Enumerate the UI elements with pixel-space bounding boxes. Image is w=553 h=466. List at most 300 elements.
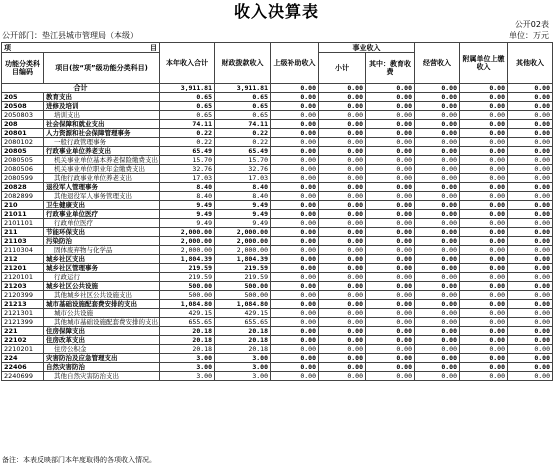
row-value: 0.00 <box>460 273 508 282</box>
row-value: 0.00 <box>319 354 366 363</box>
row-value: 219.59 <box>160 264 215 273</box>
row-value: 17.03 <box>215 174 271 183</box>
row-value: 0.00 <box>366 228 415 237</box>
row-value: 2,000.00 <box>160 246 215 255</box>
row-value: 0.00 <box>366 318 415 327</box>
row-code: 211 <box>2 228 44 237</box>
row-value: 0.00 <box>366 93 415 102</box>
row-name: 一般行政管理事务 <box>44 138 160 147</box>
row-value: 0.00 <box>415 165 460 174</box>
row-value: 0.00 <box>366 255 415 264</box>
table-row <box>2 309 553 318</box>
table-row <box>2 183 553 192</box>
row-value: 0.00 <box>319 246 366 255</box>
row-code: 2121301 <box>2 309 44 318</box>
row-value: 0.00 <box>460 336 508 345</box>
row-value: 9.49 <box>215 201 271 210</box>
row-value: 0.00 <box>508 246 553 255</box>
row-value: 0.00 <box>366 120 415 129</box>
row-code: 210 <box>2 201 44 210</box>
row-value: 0.00 <box>366 111 415 120</box>
row-value: 0.00 <box>508 210 553 219</box>
row-value: 0.00 <box>271 318 319 327</box>
row-value: 0.00 <box>319 210 366 219</box>
total-cell: 3,911.81 <box>160 84 215 93</box>
row-value: 0.00 <box>460 129 508 138</box>
row-code: 2101101 <box>2 219 44 228</box>
row-value: 0.00 <box>508 255 553 264</box>
row-value: 0.00 <box>460 93 508 102</box>
row-value: 0.00 <box>319 264 366 273</box>
row-value: 0.65 <box>215 111 271 120</box>
table-row <box>2 273 553 282</box>
row-value: 0.00 <box>460 120 508 129</box>
row-code: 22406 <box>2 363 44 372</box>
table-row <box>2 93 553 102</box>
row-code: 224 <box>2 354 44 363</box>
row-name: 行政单位医疗 <box>44 219 160 228</box>
row-value: 8.40 <box>215 192 271 201</box>
subtotal-header: 小计 <box>319 53 366 84</box>
row-value: 0.00 <box>415 120 460 129</box>
row-name: 固体废弃物与化学品 <box>44 246 160 255</box>
row-value: 0.00 <box>508 165 553 174</box>
table-row <box>2 246 553 255</box>
row-value: 0.00 <box>271 327 319 336</box>
row-value: 0.00 <box>460 291 508 300</box>
row-code: 2120101 <box>2 273 44 282</box>
row-code: 2080505 <box>2 156 44 165</box>
fiscal-header: 财政拨款收入 <box>215 43 271 84</box>
row-code: 2080506 <box>2 165 44 174</box>
row-value: 0.00 <box>366 165 415 174</box>
row-code: 21011 <box>2 210 44 219</box>
row-value: 0.00 <box>271 147 319 156</box>
row-value: 9.49 <box>160 210 215 219</box>
row-value: 0.00 <box>271 201 319 210</box>
row-value: 20.18 <box>215 345 271 354</box>
row-value: 0.00 <box>415 300 460 309</box>
item-header <box>2 43 160 53</box>
row-value: 0.00 <box>319 372 366 381</box>
row-value: 9.49 <box>160 201 215 210</box>
row-value: 0.00 <box>271 165 319 174</box>
row-value: 0.00 <box>508 93 553 102</box>
row-value: 0.00 <box>460 318 508 327</box>
table-row <box>2 174 553 183</box>
row-value: 0.00 <box>460 327 508 336</box>
row-value: 1,084.80 <box>215 300 271 309</box>
row-value: 0.00 <box>460 309 508 318</box>
row-value: 0.00 <box>319 336 366 345</box>
row-value: 0.00 <box>508 111 553 120</box>
row-value: 0.00 <box>366 327 415 336</box>
row-name: 其他行政事业单位养老支出 <box>44 174 160 183</box>
row-value: 0.00 <box>271 111 319 120</box>
row-value: 0.00 <box>366 291 415 300</box>
row-value: 0.00 <box>271 345 319 354</box>
row-name: 机关事业单位基本养老保险缴费支出 <box>44 156 160 165</box>
row-value: 0.00 <box>366 345 415 354</box>
table-row <box>2 129 553 138</box>
row-value: 9.49 <box>215 210 271 219</box>
row-value: 0.65 <box>160 102 215 111</box>
row-value: 0.00 <box>319 327 366 336</box>
row-value: 1,804.39 <box>160 255 215 264</box>
row-value: 0.00 <box>366 174 415 183</box>
total-label: 合计 <box>2 84 160 93</box>
affiliated-header: 附属单位上缴收入 <box>460 43 508 84</box>
row-value: 1,804.39 <box>215 255 271 264</box>
row-code: 22102 <box>2 336 44 345</box>
row-value: 0.00 <box>460 219 508 228</box>
table-row <box>2 318 553 327</box>
row-value: 0.00 <box>460 237 508 246</box>
row-value: 65.49 <box>160 147 215 156</box>
row-value: 0.00 <box>366 102 415 111</box>
row-name: 教育支出 <box>44 93 160 102</box>
row-code: 2082899 <box>2 192 44 201</box>
row-value: 32.76 <box>215 165 271 174</box>
row-value: 8.40 <box>160 192 215 201</box>
item-header-right: 目 <box>150 43 157 52</box>
row-value: 0.00 <box>271 237 319 246</box>
row-name: 城乡社区管理事务 <box>44 264 160 273</box>
annual-total-header: 本年收入合计 <box>160 43 215 84</box>
table-row <box>2 219 553 228</box>
table-header <box>2 43 553 84</box>
item-header-left: 项 <box>4 43 11 52</box>
name-header: 项目(按“项”级功能分类科目) <box>44 53 160 84</box>
row-code: 20508 <box>2 102 44 111</box>
row-code: 21103 <box>2 237 44 246</box>
row-value: 0.00 <box>366 219 415 228</box>
row-value: 0.00 <box>415 327 460 336</box>
row-code: 20828 <box>2 183 44 192</box>
row-value: 0.00 <box>508 228 553 237</box>
row-code: 2120399 <box>2 291 44 300</box>
row-value: 0.00 <box>508 363 553 372</box>
row-value: 0.00 <box>508 327 553 336</box>
row-value: 0.00 <box>366 273 415 282</box>
table-row <box>2 147 553 156</box>
row-name: 城市基础设施配套费安排的支出 <box>44 300 160 309</box>
row-value: 0.00 <box>271 246 319 255</box>
unit-label: 单位：万元 <box>509 31 549 40</box>
row-name: 城乡社区公共设施 <box>44 282 160 291</box>
row-name: 城乡社区支出 <box>44 255 160 264</box>
row-value: 0.00 <box>415 318 460 327</box>
row-value: 0.00 <box>415 336 460 345</box>
row-name: 污染防治 <box>44 237 160 246</box>
row-name: 其他城乡社区公共设施支出 <box>44 291 160 300</box>
total-cell: 0.00 <box>460 84 508 93</box>
row-value: 9.49 <box>215 219 271 228</box>
row-value: 0.00 <box>271 255 319 264</box>
row-value: 0.00 <box>415 237 460 246</box>
row-value: 0.00 <box>271 102 319 111</box>
row-value: 0.00 <box>415 138 460 147</box>
row-value: 0.00 <box>508 183 553 192</box>
row-value: 0.22 <box>160 129 215 138</box>
row-value: 0.00 <box>366 183 415 192</box>
row-value: 15.70 <box>160 156 215 165</box>
total-cell: 0.00 <box>319 84 366 93</box>
total-cell: 0.00 <box>271 84 319 93</box>
row-value: 0.00 <box>366 246 415 255</box>
row-value: 74.11 <box>215 120 271 129</box>
row-value: 3.00 <box>160 354 215 363</box>
row-value: 0.00 <box>366 363 415 372</box>
row-value: 0.00 <box>415 129 460 138</box>
row-value: 0.00 <box>415 156 460 165</box>
row-name: 节能环保支出 <box>44 228 160 237</box>
row-value: 0.00 <box>271 192 319 201</box>
row-value: 20.18 <box>160 327 215 336</box>
form-number: 公开02表 <box>514 20 549 29</box>
row-value: 0.00 <box>460 138 508 147</box>
row-value: 0.00 <box>460 174 508 183</box>
row-value: 0.22 <box>215 138 271 147</box>
row-name: 社会保障和就业支出 <box>44 120 160 129</box>
table-row <box>2 372 553 381</box>
row-name: 培训支出 <box>44 111 160 120</box>
row-code: 2080102 <box>2 138 44 147</box>
total-cell: 0.00 <box>508 84 553 93</box>
table-row <box>2 237 553 246</box>
row-value: 0.00 <box>319 165 366 174</box>
row-value: 0.00 <box>319 309 366 318</box>
row-value: 429.15 <box>215 309 271 318</box>
row-name: 自然灾害防治 <box>44 363 160 372</box>
table-row <box>2 345 553 354</box>
row-value: 0.00 <box>319 219 366 228</box>
row-name: 行政事业单位医疗 <box>44 210 160 219</box>
row-value: 0.00 <box>508 309 553 318</box>
row-value: 0.00 <box>508 192 553 201</box>
row-value: 0.00 <box>271 282 319 291</box>
row-value: 20.18 <box>160 336 215 345</box>
row-name: 城市公共设施 <box>44 309 160 318</box>
row-code: 2110304 <box>2 246 44 255</box>
row-value: 0.00 <box>319 192 366 201</box>
superior-sub-header: 上级补助收入 <box>271 43 319 84</box>
row-value: 0.00 <box>415 147 460 156</box>
row-value: 17.03 <box>160 174 215 183</box>
table-row <box>2 120 553 129</box>
row-value: 2,000.00 <box>160 228 215 237</box>
table-row <box>2 165 553 174</box>
total-cell: 0.00 <box>415 84 460 93</box>
row-value: 0.00 <box>508 129 553 138</box>
table-row <box>2 255 553 264</box>
row-value: 3.00 <box>215 372 271 381</box>
row-value: 0.22 <box>215 129 271 138</box>
table-row <box>2 102 553 111</box>
row-value: 0.00 <box>415 372 460 381</box>
row-value: 655.65 <box>160 318 215 327</box>
row-value: 0.00 <box>415 210 460 219</box>
row-value: 0.00 <box>319 120 366 129</box>
row-value: 0.00 <box>415 282 460 291</box>
row-value: 0.65 <box>160 111 215 120</box>
row-value: 0.00 <box>460 255 508 264</box>
row-value: 0.00 <box>460 156 508 165</box>
row-name: 卫生健康支出 <box>44 201 160 210</box>
row-value: 0.00 <box>460 147 508 156</box>
row-value: 0.00 <box>366 156 415 165</box>
table-row <box>2 201 553 210</box>
row-value: 0.00 <box>366 192 415 201</box>
row-code: 2240699 <box>2 372 44 381</box>
row-value: 0.00 <box>415 183 460 192</box>
row-value: 0.00 <box>366 129 415 138</box>
row-value: 2,000.00 <box>215 237 271 246</box>
row-value: 219.59 <box>215 273 271 282</box>
row-value: 0.00 <box>271 129 319 138</box>
header-info <box>2 31 551 41</box>
footnote: 备注：本表反映部门本年度取得的各项收入情况。 <box>2 456 156 464</box>
row-value: 0.00 <box>415 246 460 255</box>
row-value: 0.00 <box>366 264 415 273</box>
row-value: 0.00 <box>508 273 553 282</box>
row-value: 0.00 <box>366 210 415 219</box>
total-row <box>2 84 553 93</box>
row-value: 3.00 <box>215 363 271 372</box>
row-value: 3.00 <box>215 354 271 363</box>
row-name: 其他城市基础设施配套费安排的支出 <box>44 318 160 327</box>
row-value: 500.00 <box>160 291 215 300</box>
row-value: 655.65 <box>215 318 271 327</box>
row-value: 0.00 <box>508 120 553 129</box>
row-value: 0.00 <box>271 300 319 309</box>
row-value: 500.00 <box>215 282 271 291</box>
row-value: 0.00 <box>508 354 553 363</box>
row-code: 212 <box>2 255 44 264</box>
row-value: 0.00 <box>271 363 319 372</box>
row-value: 0.00 <box>460 372 508 381</box>
row-name: 其他退役军人事务管理支出 <box>44 192 160 201</box>
row-value: 3.00 <box>160 363 215 372</box>
other-header: 其他收入 <box>508 43 553 84</box>
row-value: 0.00 <box>319 156 366 165</box>
row-value: 0.00 <box>366 282 415 291</box>
department-label: 公开部门：垫江县城市管理局（本级） <box>2 31 138 40</box>
row-name: 灾害防治及应急管理支出 <box>44 354 160 363</box>
row-value: 0.00 <box>319 138 366 147</box>
row-value: 0.00 <box>319 183 366 192</box>
table-row <box>2 300 553 309</box>
row-value: 219.59 <box>160 273 215 282</box>
row-value: 0.00 <box>271 219 319 228</box>
row-code: 20801 <box>2 129 44 138</box>
row-value: 0.00 <box>460 183 508 192</box>
row-code: 2121399 <box>2 318 44 327</box>
row-value: 0.00 <box>319 300 366 309</box>
table-row <box>2 192 553 201</box>
row-value: 0.00 <box>271 93 319 102</box>
row-value: 2,000.00 <box>160 237 215 246</box>
row-value: 0.00 <box>415 273 460 282</box>
row-value: 0.00 <box>415 363 460 372</box>
row-value: 0.00 <box>366 300 415 309</box>
row-value: 0.00 <box>319 255 366 264</box>
row-value: 0.00 <box>508 291 553 300</box>
table-row <box>2 210 553 219</box>
row-value: 0.00 <box>508 174 553 183</box>
row-value: 0.00 <box>460 228 508 237</box>
row-value: 0.00 <box>319 237 366 246</box>
row-value: 0.00 <box>415 111 460 120</box>
row-value: 2,000.00 <box>215 246 271 255</box>
row-value: 0.00 <box>271 210 319 219</box>
table-row <box>2 111 553 120</box>
row-value: 20.18 <box>215 336 271 345</box>
row-value: 0.00 <box>460 165 508 174</box>
table-row <box>2 282 553 291</box>
row-value: 0.00 <box>366 354 415 363</box>
row-value: 9.49 <box>160 219 215 228</box>
row-value: 0.00 <box>319 129 366 138</box>
row-value: 20.18 <box>160 345 215 354</box>
row-value: 0.00 <box>415 255 460 264</box>
row-value: 0.00 <box>460 264 508 273</box>
row-value: 0.00 <box>508 201 553 210</box>
row-value: 500.00 <box>215 291 271 300</box>
row-value: 0.00 <box>271 120 319 129</box>
code-header: 功能分类科目编码 <box>2 53 44 84</box>
row-value: 32.76 <box>160 165 215 174</box>
row-value: 0.00 <box>508 138 553 147</box>
row-value: 0.00 <box>319 345 366 354</box>
row-value: 0.00 <box>460 282 508 291</box>
row-value: 0.00 <box>271 336 319 345</box>
row-code: 21213 <box>2 300 44 309</box>
row-value: 0.22 <box>160 138 215 147</box>
total-cell: 0.00 <box>366 84 415 93</box>
row-value: 0.00 <box>415 264 460 273</box>
row-value: 0.00 <box>415 102 460 111</box>
income-table <box>1 42 553 381</box>
row-value: 0.00 <box>366 372 415 381</box>
row-value: 0.00 <box>415 201 460 210</box>
row-value: 0.00 <box>460 246 508 255</box>
row-value: 0.00 <box>460 111 508 120</box>
row-value: 8.40 <box>215 183 271 192</box>
row-value: 0.00 <box>415 345 460 354</box>
row-value: 0.00 <box>319 93 366 102</box>
row-value: 0.00 <box>415 192 460 201</box>
row-value: 65.49 <box>215 147 271 156</box>
row-value: 0.00 <box>319 228 366 237</box>
row-value: 0.00 <box>271 372 319 381</box>
row-value: 0.65 <box>215 102 271 111</box>
row-value: 0.00 <box>319 111 366 120</box>
row-name: 退役军人管理事务 <box>44 183 160 192</box>
row-value: 2,000.00 <box>215 228 271 237</box>
row-value: 0.00 <box>460 363 508 372</box>
row-value: 0.00 <box>415 174 460 183</box>
table-row <box>2 291 553 300</box>
row-name: 行政事业单位养老支出 <box>44 147 160 156</box>
row-code: 208 <box>2 120 44 129</box>
row-value: 0.00 <box>271 174 319 183</box>
row-value: 0.00 <box>319 273 366 282</box>
row-value: 0.00 <box>271 291 319 300</box>
business-income-header: 事业收入 <box>319 43 415 53</box>
row-value: 0.00 <box>271 228 319 237</box>
row-code: 21203 <box>2 282 44 291</box>
